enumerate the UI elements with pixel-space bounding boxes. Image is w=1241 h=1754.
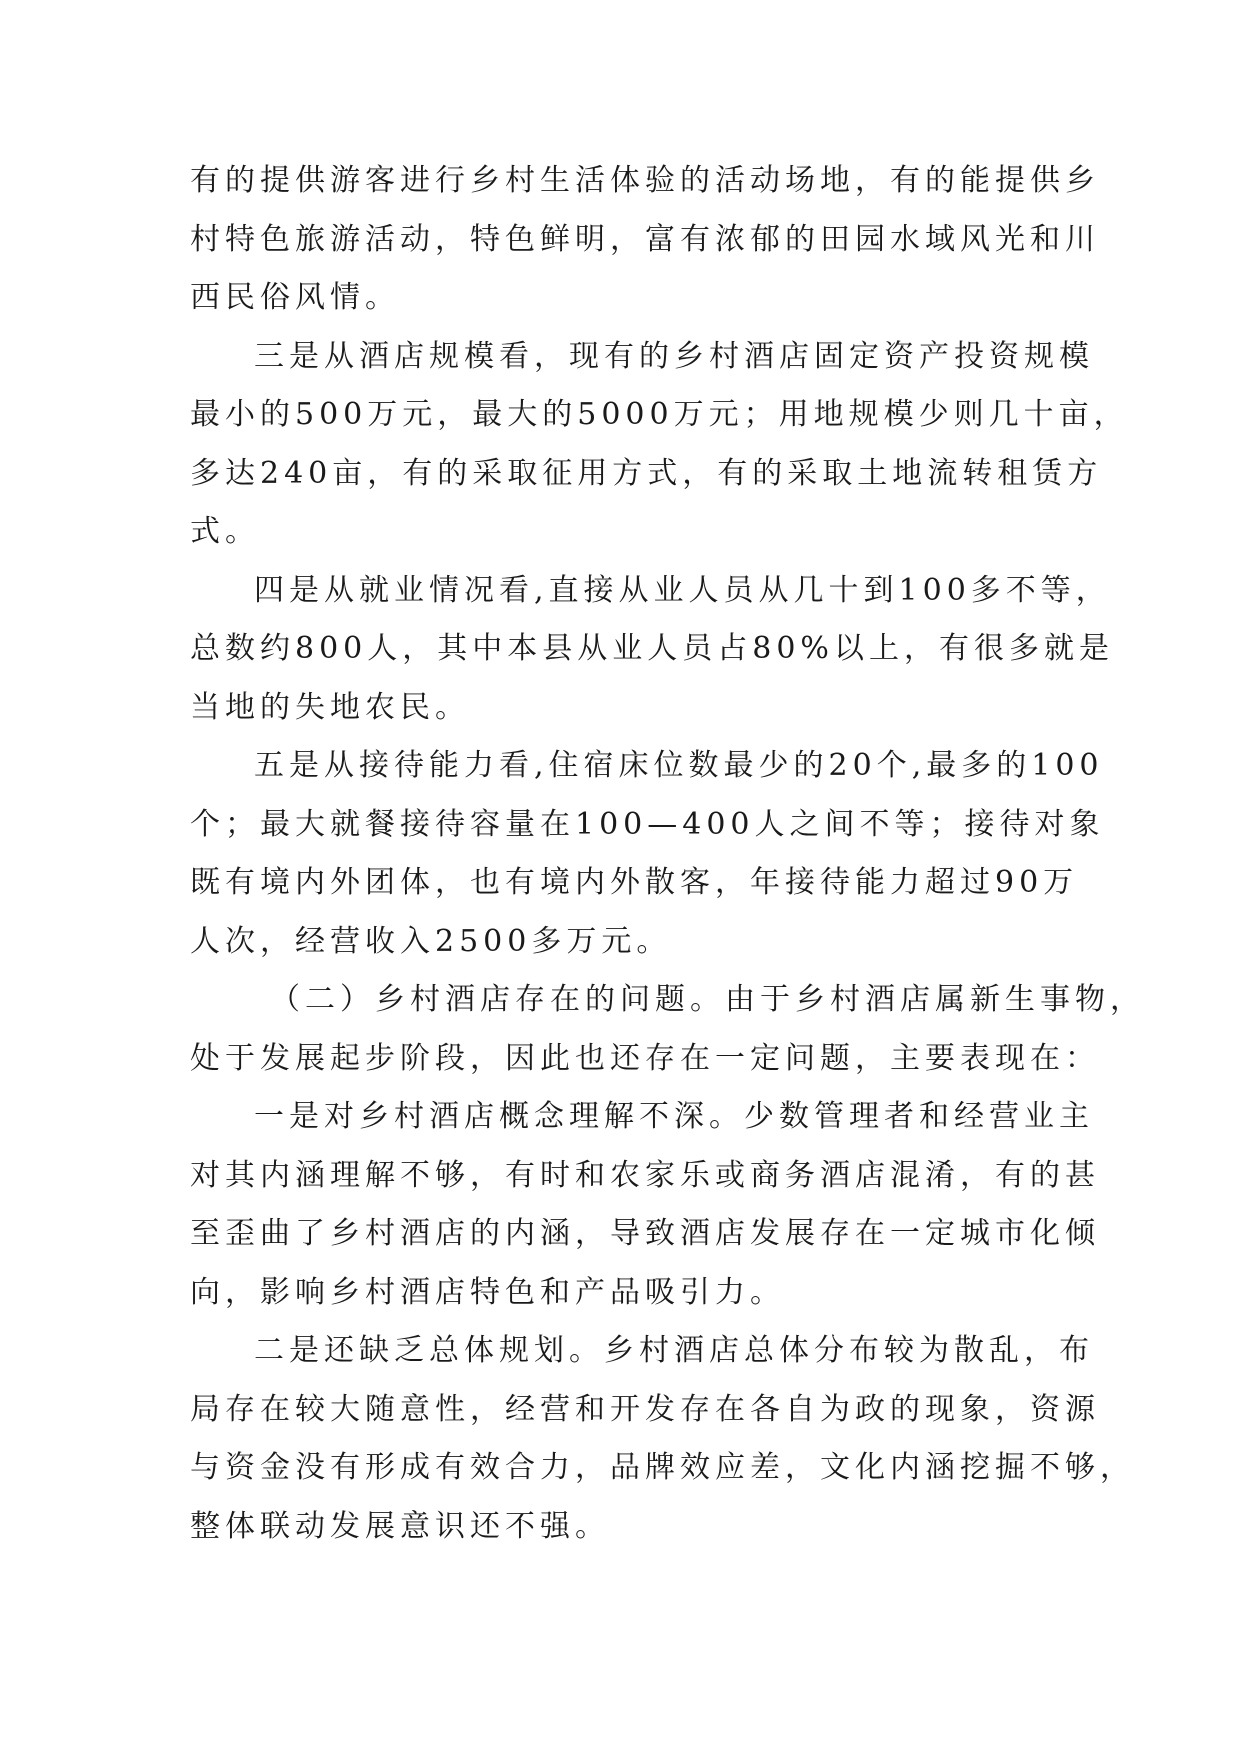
- text-line: 人次，经营收入2500多万元。: [190, 923, 672, 959]
- text-line: 式。: [190, 514, 260, 549]
- paragraph-start-line: 二是还缺乏总体规划。乡村酒店总体分布较为散乱，布: [254, 1333, 1094, 1368]
- text-line: 多达240亩，有的采取征用方式，有的采取土地流转租赁方: [190, 455, 1103, 491]
- document-body: [190, 152, 1145, 1556]
- text-line: 局存在较大随意性，经营和开发存在各自为政的现象，资源: [190, 1391, 1100, 1427]
- text-line: 对其内涵理解不够，有时和农家乐或商务酒店混淆，有的甚: [190, 1157, 1100, 1193]
- text-line: 整体联动发展意识还不强。: [190, 1508, 610, 1544]
- section-heading-line: （二）乡村酒店存在的问题。由于乡村酒店属新生事物，: [270, 982, 1145, 1017]
- text-line: 有的提供游客进行乡村生活体验的活动场地，有的能提供乡: [190, 163, 1100, 198]
- text-line: 既有境内外团体，也有境内外散客，年接待能力超过90万: [190, 865, 1079, 900]
- paragraph-start-line: 一是对乡村酒店概念理解不深。少数管理者和经营业主: [254, 1099, 1094, 1134]
- text-line: 至歪曲了乡村酒店的内涵，导致酒店发展存在一定城市化倾: [190, 1216, 1100, 1251]
- text-line: 当地的失地农民。: [190, 689, 470, 725]
- text-line: 总数约800人，其中本县从业人员占80%以上，有很多就是: [190, 631, 1114, 666]
- text-line: 处于发展起步阶段，因此也还存在一定问题，主要表现在：: [190, 1040, 1100, 1076]
- text-line: 西民俗风情。: [190, 280, 400, 315]
- text-line: 向，影响乡村酒店特色和产品吸引力。: [190, 1274, 785, 1310]
- paragraph-start-line: 三是从酒店规模看，现有的乡村酒店固定资产投资规模: [254, 338, 1094, 374]
- text-line: 村特色旅游活动，特色鲜明，富有浓郁的田园水域风光和川: [190, 221, 1100, 257]
- text-line: 最小的500万元，最大的5000万元；用地规模少则几十亩，: [190, 397, 1129, 432]
- text-line: 与资金没有形成有效合力，品牌效应差，文化内涵挖掘不够，: [190, 1450, 1135, 1485]
- text-line: 个；最大就餐接待容量在100—400人之间不等；接待对象: [190, 806, 1105, 842]
- paragraph-start-line: 五是从接待能力看,住宿床位数最少的20个,最多的100: [254, 748, 1104, 783]
- paragraph-start-line: 四是从就业情况看,直接从业人员从几十到100多不等，: [254, 572, 1111, 608]
